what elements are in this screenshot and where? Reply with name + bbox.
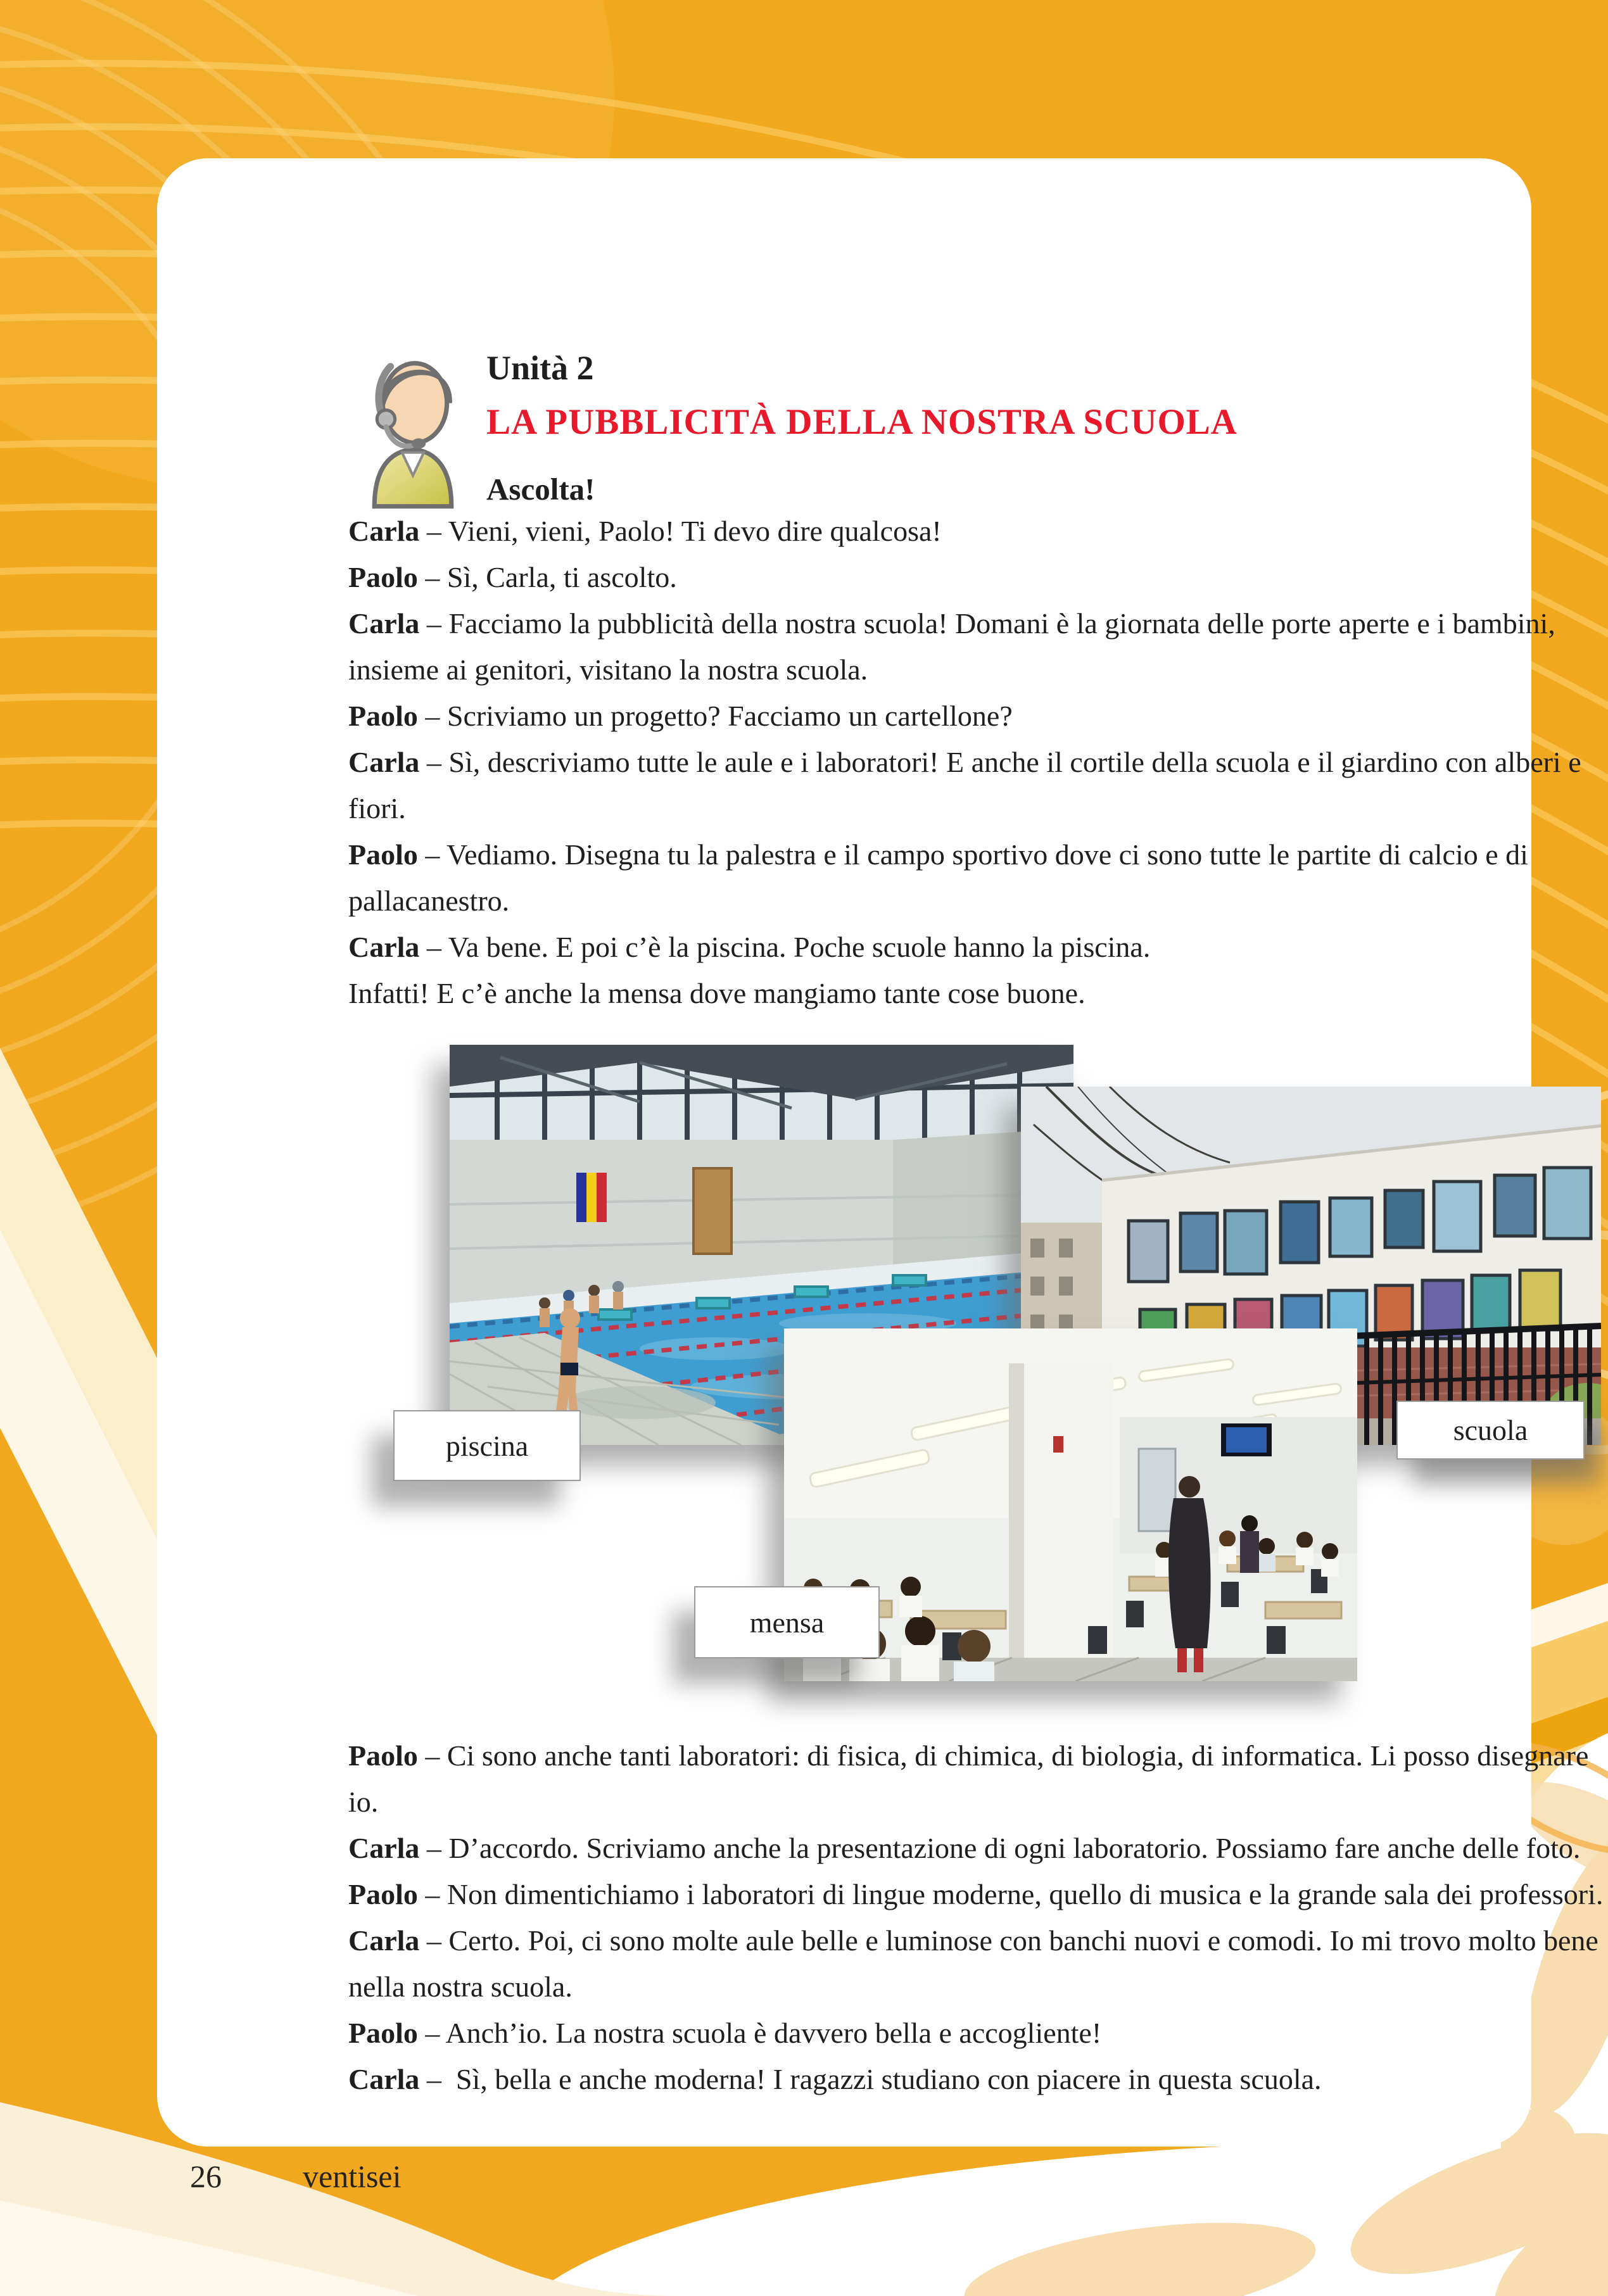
dialogue-line: Carla – D’accordo. Scriviamo anche la presentazione di ogni laboratorio. Possiamo fare anche delle foto. xyxy=(348,1832,1581,1864)
speaker-name: Carla xyxy=(348,1832,420,1864)
caption-piscina-text: piscina xyxy=(445,1429,529,1462)
speaker-name: Paolo xyxy=(348,700,418,732)
dialogue-line: Paolo – Anch’io. La nostra scuola è davvero bella e accogliente! xyxy=(348,2017,1102,2049)
unit-label: Unità 2 xyxy=(486,349,594,387)
dialogue-part-2 xyxy=(348,1732,1608,2102)
dialogue-line: Infatti! E c’è anche la mensa dove mangiamo tante cose buone. xyxy=(348,977,1086,1009)
dialogue-line: Carla – Va bene. E poi c’è la piscina. Poche scuole hanno la piscina. xyxy=(348,931,1151,963)
speaker-name: Paolo xyxy=(348,561,418,593)
speaker-name: Carla xyxy=(348,1924,420,1957)
caption-scuola-text: scuola xyxy=(1453,1414,1528,1446)
dialogue-line: Carla – Facciamo la pubblicità della nostra scuola! Domani è la giornata delle porte aperte e i bambini, insieme ai genitori, visitano la nostra scuola. xyxy=(348,607,1555,686)
dialogue-line: Carla – Sì, descriviamo tutte le aule e i laboratori! E anche il cortile della scuola e il giardino con alberi e fiori. xyxy=(348,746,1581,824)
listen-cue: Ascolta! xyxy=(486,472,595,507)
speaker-name: Paolo xyxy=(348,1878,418,1910)
speaker-name: Carla xyxy=(348,931,420,963)
romanian-flag-icon xyxy=(576,1173,607,1222)
speaker-name: Carla xyxy=(348,607,420,640)
dialogue-line: Paolo – Vediamo. Disegna tu la palestra e il campo sportivo dove ci sono tutte le partite di calcio e di pallacanestro. xyxy=(348,838,1528,917)
speaker-name: Carla xyxy=(348,515,420,547)
page-card xyxy=(157,158,1604,2147)
listener-headset-icon xyxy=(365,341,461,510)
caption-mensa xyxy=(694,1586,880,1658)
dialogue-line: Paolo – Non dimentichiamo i laboratori di lingue moderne, quello di musica e la grande sala dei professori. xyxy=(348,1878,1604,1910)
speaker-name: Paolo xyxy=(348,838,418,871)
caption-scuola xyxy=(1396,1401,1585,1460)
speaker-name: Carla xyxy=(348,746,420,778)
page-number: 26 xyxy=(190,2159,222,2194)
speaker-name: Paolo xyxy=(348,1739,418,1772)
caption-piscina xyxy=(393,1410,581,1481)
speaker-name: Paolo xyxy=(348,2017,418,2049)
standing-woman-figure xyxy=(1168,1476,1210,1672)
dialogue-part-1 xyxy=(348,508,1608,1016)
dialogue-line: Paolo – Sì, Carla, ti ascolto. xyxy=(348,561,677,593)
caption-mensa-text: mensa xyxy=(749,1606,825,1639)
page-number-word: ventisei xyxy=(303,2159,402,2194)
dialogue-line: Carla – Certo. Poi, ci sono molte aule belle e luminose con banchi nuovi e comodi. Io mi trovo molto bene nella nostra scuola. xyxy=(348,1924,1599,2003)
dialogue-line: Carla – Sì, bella e anche moderna! I ragazzi studiano con piacere in questa scuola. xyxy=(348,2063,1322,2095)
dialogue-line: Paolo – Ci sono anche tanti laboratori: di fisica, di chimica, di biologia, di informatica. Li posso disegnare io. xyxy=(348,1739,1589,1818)
dialogue-line: Paolo – Scriviamo un progetto? Facciamo un cartellone? xyxy=(348,700,1013,732)
page-title: LA PUBBLICITÀ DELLA NOSTRA SCUOLA xyxy=(486,402,1238,442)
dialogue-line: Carla – Vieni, vieni, Paolo! Ti devo dire qualcosa! xyxy=(348,515,942,547)
speaker-name: Carla xyxy=(348,2063,420,2095)
